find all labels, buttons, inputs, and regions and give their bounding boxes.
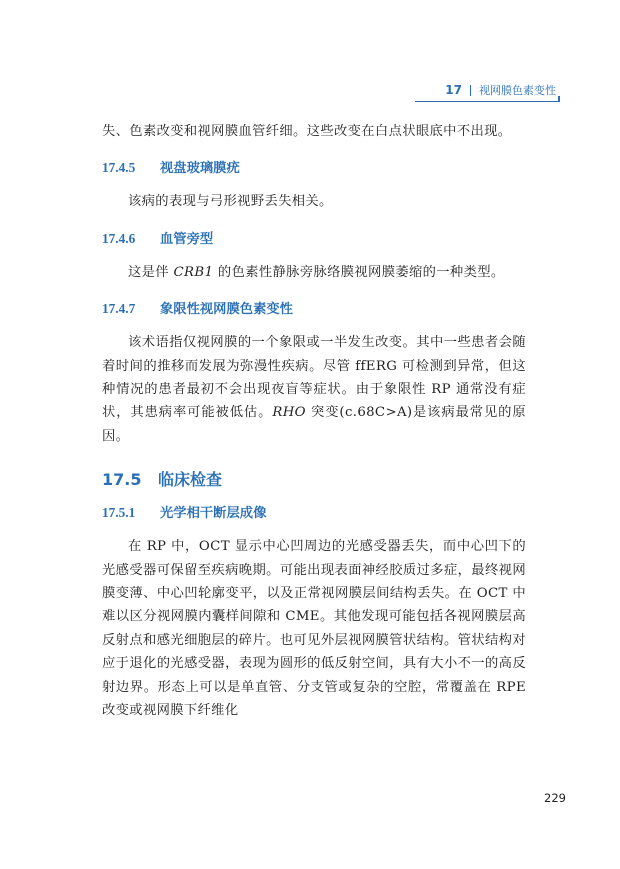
chapter-number: 17 — [445, 83, 462, 97]
header-rule — [415, 101, 560, 102]
page-number: 229 — [544, 791, 566, 805]
section-17-4-6-text — [102, 261, 526, 284]
text-run: 的色素性静脉旁脉络膜视网膜萎缩的一种类型。 — [213, 264, 505, 280]
section-number: 17.4.6 — [102, 230, 136, 246]
text-run: 突变(c.68C>A)是该病最常见的原因。 — [102, 405, 526, 444]
gene-name: RHO — [272, 405, 306, 421]
text-run: 这是伴 — [128, 264, 174, 280]
section-title: 光学相干断层成像 — [160, 506, 267, 522]
section-heading-17-4-5 — [102, 157, 526, 180]
section-17-4-7-text — [102, 331, 526, 448]
page-body — [102, 120, 526, 723]
section-number: 17.4.7 — [102, 301, 136, 317]
section-heading-17-5-1 — [102, 502, 526, 525]
section-17-5-1-text: 在 RP 中，OCT 显示中心凹周边的光感受器丢失，而中心凹下的光感受器可保留至疾病晚期。可能出现表面神经胶质过多症，最终视网膜变薄、中心凹轮廓变平，以及正常视网膜层间结构丢失。在 OCT 中难以区分视网膜内囊样间隙和 CME。其他发现可能包括各视网膜层高反射点和感光细胞层的碎片。也可见外层视网膜管状结构。管状结构对应于退化的光感受器，表现为圆形的低反射空间，具有大小不一的高反射边界。形态上可以是单直管、分支管或复杂的空腔，常覆盖在 RPE 改变或视网膜下纤维化 — [102, 539, 526, 719]
chapter-title: 视网膜色素变性 — [479, 84, 556, 97]
running-header — [445, 82, 556, 98]
gene-name: CRB1 — [173, 264, 214, 280]
section-title: 血管旁型 — [160, 231, 214, 247]
section-number: 17.4.5 — [102, 160, 136, 176]
section-17-4-5-text: 该病的表现与弓形视野丢失相关。 — [128, 194, 333, 210]
text-run: 该术语指仅视网膜的一个象限或一半发生改变。其中一些患者会随着时间的推移而发展为弥漫性疾病。尽管 ffERG 可检测到异常，但这种情况的患者最初不会出现夜盲等症状。由于象限性 RP 通常没有症状，其患病率可能被低估。 — [102, 335, 526, 421]
section-heading-17-4-7 — [102, 298, 526, 321]
section-title: 象限性视网膜色素变性 — [160, 302, 293, 318]
section-heading-17-5 — [102, 468, 526, 492]
header-rule-tick — [558, 96, 560, 102]
section-title: 视盘玻璃膜疣 — [160, 161, 240, 177]
section-number: 17.5.1 — [102, 505, 136, 521]
continued-paragraph: 失、色素改变和视网膜血管纤细。这些改变在白点状眼底中不出现。 — [102, 124, 512, 139]
header-separator — [470, 85, 471, 96]
section-heading-17-4-6 — [102, 228, 526, 251]
section-title: 临床检查 — [158, 470, 223, 490]
section-number: 17.5 — [102, 470, 142, 490]
